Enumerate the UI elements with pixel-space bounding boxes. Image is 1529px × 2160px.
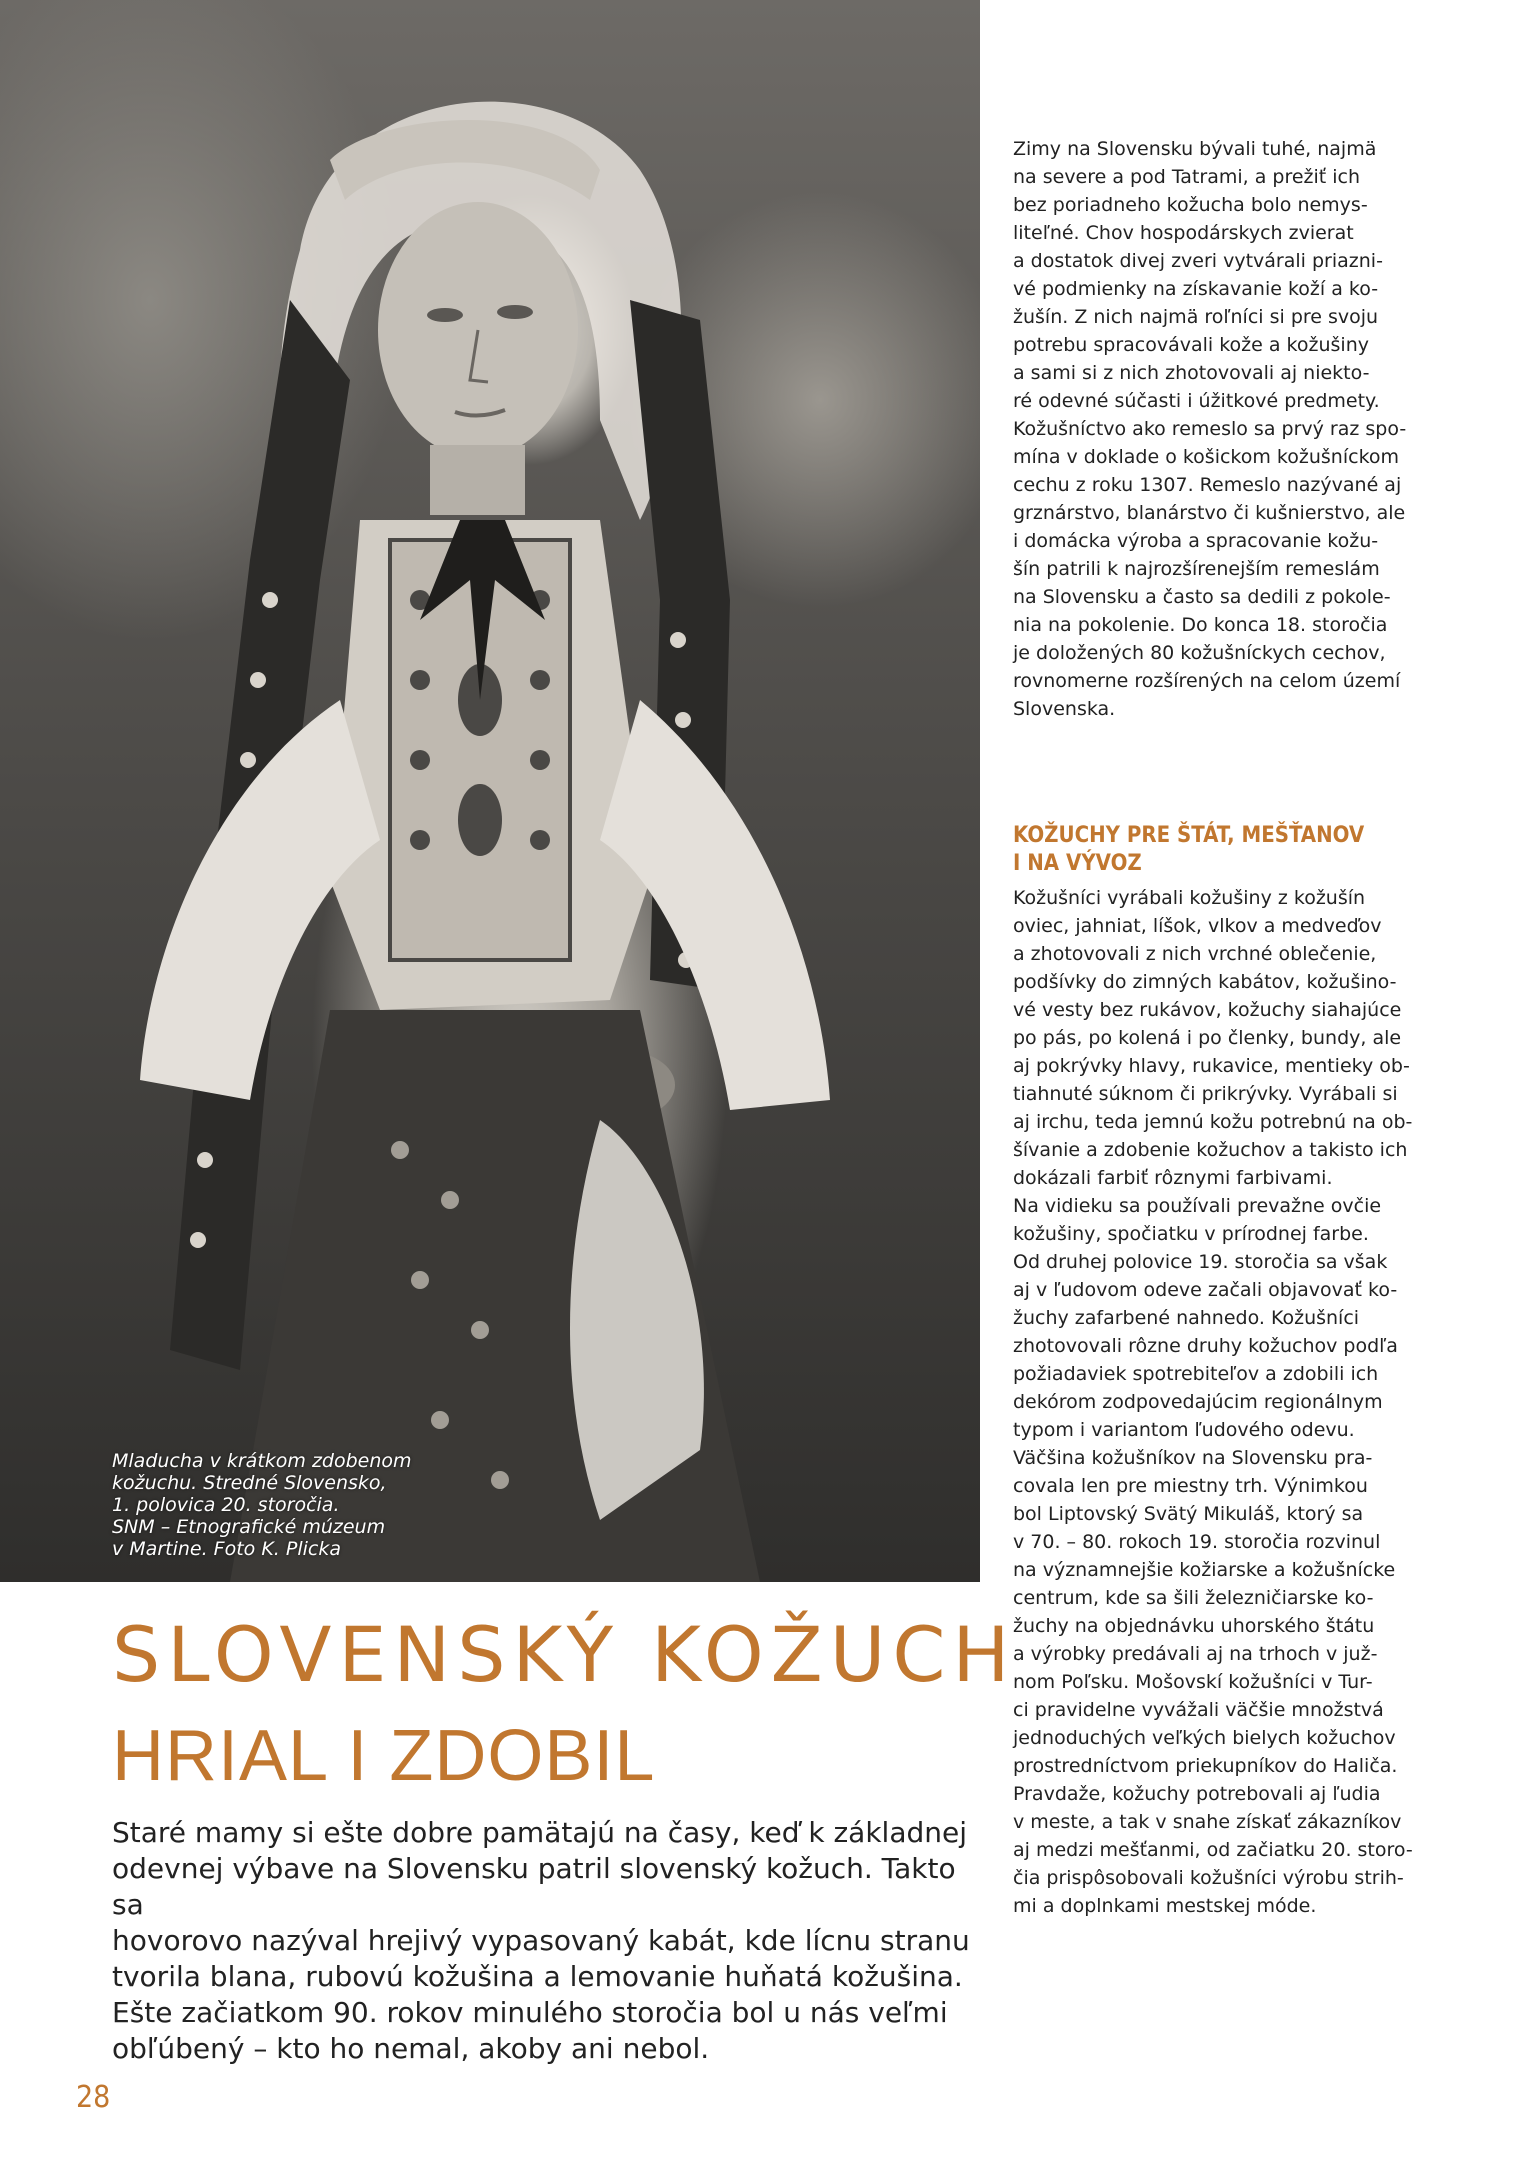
page-number: 28 [76, 2080, 111, 2115]
article-title-line2: HRIAL I ZDOBIL [112, 1716, 656, 1796]
body-column-2: Kožušníci vyrábali kožušiny z kožušín oviec, jahniat, líšok, vlkov a medveďov a zhotovovali z nich vrchné oblečenie, podšívky do zimných kabátov, kožušino- vé vesty bez rukávov, kožuchy siahajúce po pás, po kolená i po členky, bundy, ale aj pokrývky hlavy, rukavice, mentieky ob- tiahnuté súknom či prikrývky. Vyrábali si aj irchu, teda jemnú kožu potrebnú na ob- šívanie a zdobenie kožuchov a takisto ich dokázali farbiť rôznymi farbivami. Na vidieku sa používali prevažne ovčie kožušiny, spočiatku v prírodnej farbe. Od druhej polovice 19. storočia sa však aj v ľudovom odeve začali objavovať ko- žuchy zafarbené nahnedo. Kožušníci zhotovovali rôzne druhy kožuchov podľa požiadaviek spotrebiteľov a zdobili ich dekórom zodpovedajúcim regionálnym typom i variantom ľudového odevu. Väčšina kožušníkov na Slovensku pra- covala len pre miestny trh. Výnimkou bol Liptovský Svätý Mikuláš, ktorý sa v 70. – 80. rokoch 19. storočia rozvinul na významnejšie kožiarske a kožušnícke centrum, kde sa šili železničiarske ko- žuchy na objednávku uhorského štátu a výrobky predávali aj na trhoch v juž- nom Poľsku. Mošovskí kožušníci v Tur- ci pravidelne vyvážali väčšie množstvá jednoduchých veľkých bielych kožuchov prostredníctvom priekupníkov do Haliča. Pravdaže, kožuchy potrebovali aj ľudia v meste, a tak v snahe získať zákazníkov aj medzi mešťanmi, od začiatku 20. storo- čia prispôsobovali kožušníci výrobu strih- mi a doplnkami mestskej móde. [1013, 887, 1413, 1917]
photo-portrait-illustration [0, 0, 980, 1582]
article-title-line1: SLOVENSKÝ KOŽUCH [112, 1610, 1017, 1699]
photo-caption: Mladucha v krátkom zdobenom kožuchu. Stredné Slovensko, 1. polovica 20. storočia. SNM – Etnografické múzeum v Martine. Foto K. Plicka [112, 1450, 412, 1560]
lead-paragraph: Staré mamy si ešte dobre pamätajú na časy, keď k základnej odevnej výbave na Slovensku patril slovenský kožuch. Takto sa hovorovo nazýval hrejivý vypasovaný kabát, kde lícnu stranu tvorila blana, rubovú kožušina a lemovanie huňatá kožušina. Ešte začiatkom 90. rokov minulého storočia bol u nás veľmi obľúbený – kto ho nemal, akoby ani nebol. [112, 1816, 970, 2065]
portrait-photo [0, 0, 980, 1582]
section-subheading: KOŽUCHY PRE ŠTÁT, MEŠŤANOV I NA VÝVOZ [1013, 823, 1365, 876]
body-column-1: Zimy na Slovensku bývali tuhé, najmä na severe a pod Tatrami, a prežiť ich bez poriadneho kožucha bolo nemys- liteľné. Chov hospodárskych zvierat a dostatok divej zveri vytvárali priazni- vé podmienky na získavanie koží a ko- žušín. Z nich najmä roľníci si pre svoju potrebu spracovávali kože a kožušiny a sami si z nich zhotovovali aj niekto- ré odevné súčasti i úžitkové predmety. Kožušníctvo ako remeslo sa prvý raz spo- mína v doklade o košickom kožušníckom cechu z roku 1307. Remeslo nazývané aj grznárstvo, blanárstvo či kušnierstvo, ale i domácka výroba a spracovanie kožu- šín patrili k najrozšírenejším remeslám na Slovensku a často sa dedili z pokole- nia na pokolenie. Do konca 18. storočia je doložených 80 kožušníckych cechov, rovnomerne rozšírených na celom území Slovenska. [1013, 138, 1407, 720]
